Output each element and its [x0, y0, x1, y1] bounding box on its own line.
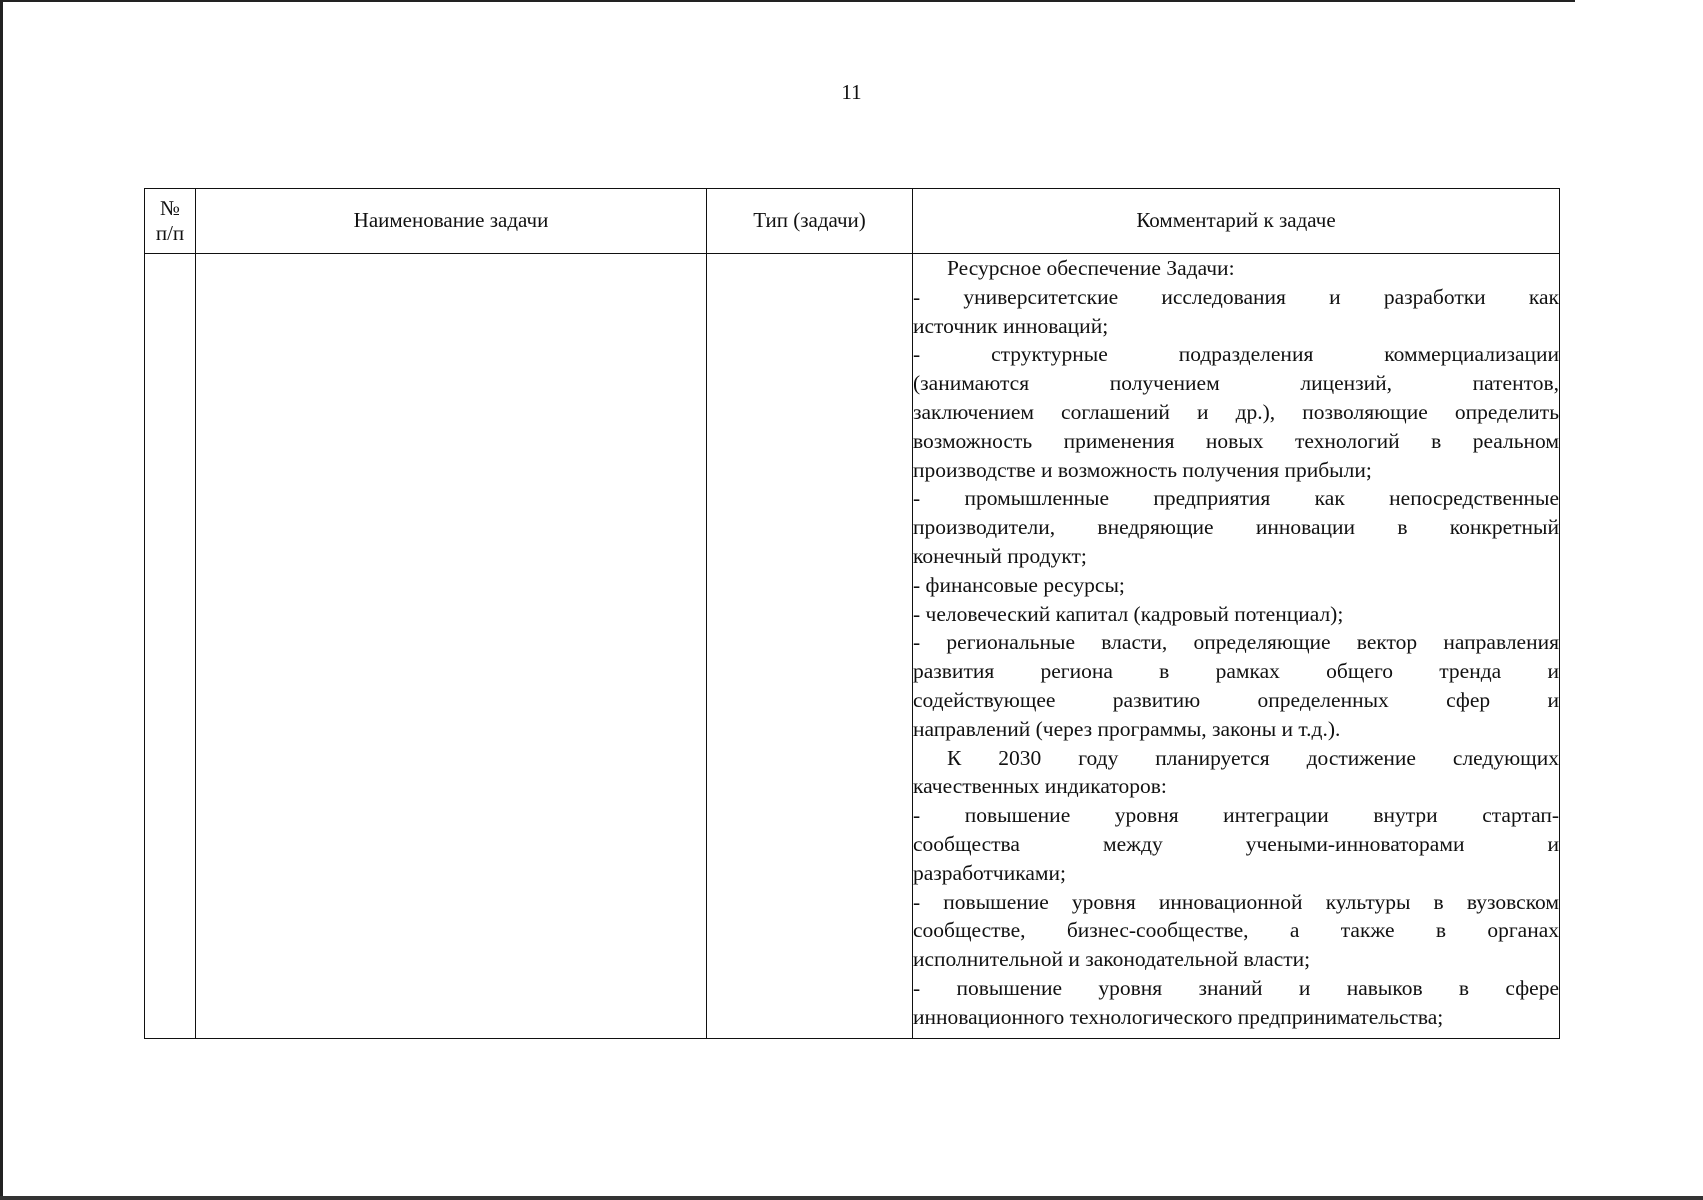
comment-line: содействующее развитию определенных сфер и [913, 687, 1559, 712]
comment-line: - университетские исследования и разработки как [913, 284, 1559, 309]
header-task-type: Тип (задачи) [707, 189, 913, 254]
cell-number [145, 254, 196, 1039]
comment-line: Ресурсное обеспечение Задачи: [947, 256, 1235, 280]
header-number: № п/п [145, 189, 196, 254]
comment-line: источник инноваций; [913, 313, 1109, 338]
comment-line: - повышение уровня инновационной культуры в вузовском [913, 889, 1559, 914]
scan-border-left [0, 0, 3, 1200]
comment-line: - повышение уровня знаний и навыков в сфере [913, 975, 1559, 1000]
comment-line: инновационного технологического предпринимательства; [913, 1004, 1444, 1029]
comment-line: исполнительной и законодательной власти; [913, 947, 1311, 972]
comment-line: возможность применения новых технологий в реальном [913, 428, 1559, 453]
comment-text [913, 254, 1559, 1032]
cell-task-comment [913, 254, 1560, 1039]
comment-line: - финансовые ресурсы; [913, 572, 1125, 597]
table-row [145, 254, 1560, 1039]
cell-task-type [707, 254, 913, 1039]
comment-line: - повышение уровня интеграции внутри стартап- [913, 803, 1559, 828]
header-task-comment: Комментарий к задаче [913, 189, 1560, 254]
comment-line: - структурные подразделения коммерциализации [913, 342, 1559, 367]
page-number: 11 [841, 80, 862, 104]
comment-line: сообществе, бизнес-сообществе, а также в органах [913, 918, 1559, 943]
comment-line: (занимаются получением лицензий, патентов, [913, 371, 1559, 396]
comment-line: производстве и возможность получения прибыли; [913, 457, 1372, 482]
comment-line: конечный продукт; [913, 543, 1087, 568]
comment-line: - региональные власти, определяющие вектор направления [913, 630, 1559, 655]
comment-line: К 2030 году планируется достижение следующих [947, 745, 1559, 770]
comment-line: развития региона в рамках общего тренда и [913, 659, 1559, 684]
comment-line: сообщества между учеными-инноваторами и [913, 831, 1559, 856]
scan-border-top [0, 0, 1575, 2]
cell-task-name [196, 254, 707, 1039]
comment-line: заключением соглашений и др.), позволяющие определить [913, 399, 1559, 424]
comment-line: - промышленные предприятия как непосредственные [913, 486, 1559, 511]
comment-line: направлений (через программы, законы и т.д.). [913, 716, 1341, 741]
scan-border-bottom [0, 1196, 1703, 1200]
comment-line: - человеческий капитал (кадровый потенциал); [913, 601, 1344, 626]
comment-line: качественных индикаторов: [913, 774, 1167, 799]
comment-line: производители, внедряющие инновации в конкретный [913, 515, 1559, 540]
table-header-row [145, 189, 1560, 254]
header-task-name: Наименование задачи [196, 189, 707, 254]
comment-line: разработчиками; [913, 860, 1066, 885]
tasks-table [144, 188, 1560, 1039]
